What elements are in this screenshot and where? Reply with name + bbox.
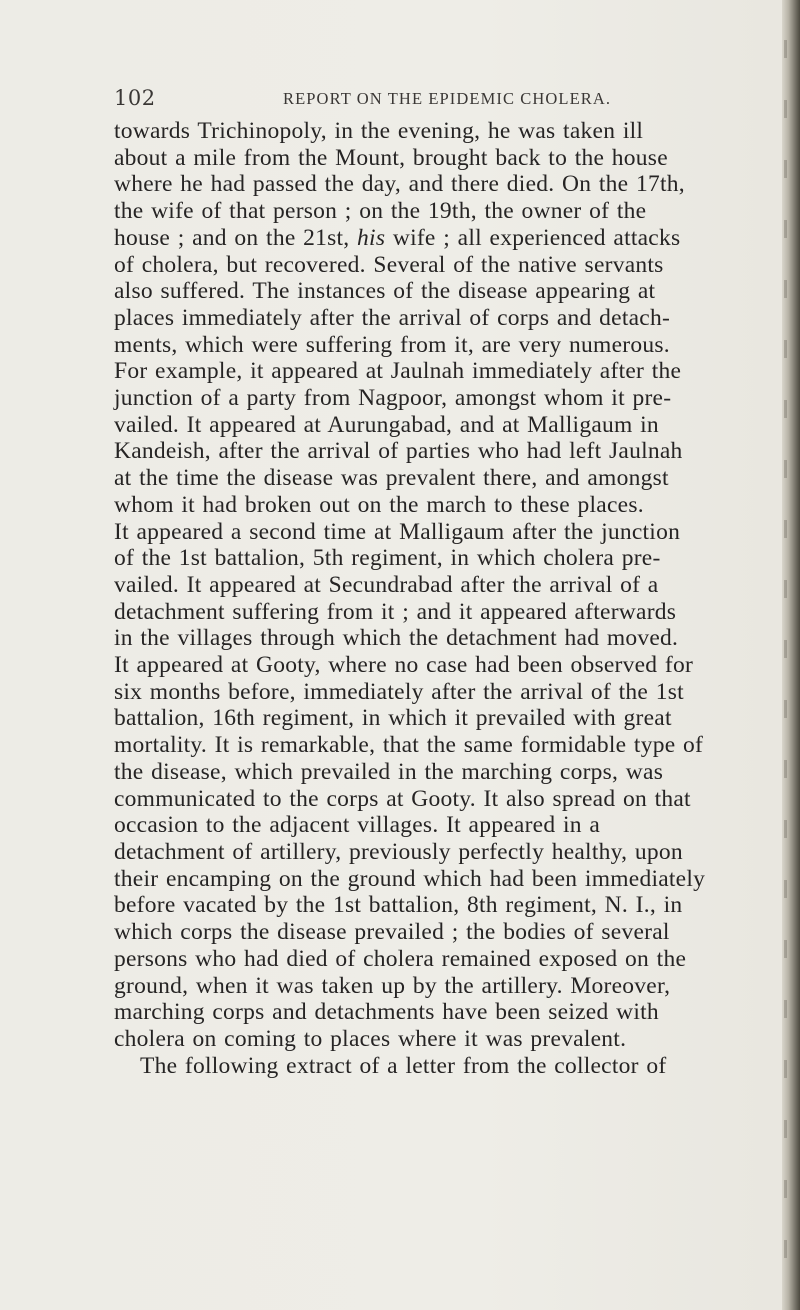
text-line: For example, it appeared at Jaulnah immediately after the [114, 358, 682, 385]
text-line: the wife of that person ; on the 19th, the owner of the [114, 198, 647, 225]
text-segment: wife ; all experienced attacks [385, 224, 681, 251]
text-line: junction of a party from Nagpoor, amongst whom it pre- [114, 385, 672, 412]
text-line: before vacated by the 1st battalion, 8th regiment, N. I., in [114, 892, 683, 919]
text-line: It appeared a second time at Malligaum after the junction [114, 518, 681, 545]
text-line [114, 225, 754, 252]
text-line: battalion, 16th regiment, in which it prevailed with great [114, 705, 672, 732]
text-line: whom it had broken out on the march to these places. [114, 491, 644, 518]
text-line: persons who had died of cholera remained exposed on the [114, 945, 687, 972]
text-line: vailed. It appeared at Secundrabad after the arrival of a [114, 571, 659, 598]
text-line: also suffered. The instances of the disease appearing at [114, 278, 656, 305]
text-line: places immediately after the arrival of corps and detach- [114, 304, 671, 331]
text-line: their encamping on the ground which had been immediately [114, 865, 706, 892]
text-line: ments, which were suffering from it, are very numerous. [114, 331, 670, 358]
text-line: cholera on coming to places where it was prevalent. [114, 1025, 627, 1052]
text-line: vailed. It appeared at Aurungabad, and at Malligaum in [114, 411, 659, 438]
text-line: about a mile from the Mount, brought back to the house [114, 144, 668, 171]
running-title: REPORT ON THE EPIDEMIC CHOLERA. [283, 89, 612, 108]
text-line: Kandeish, after the arrival of parties who had left Jaulnah [114, 438, 683, 465]
text-segment: house ; and on the 21st, [114, 224, 358, 251]
text-line: in the villages through which the detachment had moved. [114, 625, 679, 652]
text-line: mortality. It is remarkable, that the same formidable type of [114, 732, 704, 759]
text-line: which corps the disease prevailed ; the bodies of several [114, 919, 670, 946]
text-line: the disease, which prevailed in the marching corps, was [114, 758, 664, 785]
text-line: detachment suffering from it ; and it appeared afterwards [114, 598, 677, 625]
body-text [114, 118, 754, 1079]
text-line: towards Trichinopoly, in the evening, he was taken ill [114, 118, 644, 144]
text-line-indented: The following extract of a letter from the collector of [140, 1052, 667, 1079]
text-line: at the time the disease was prevalent there, and amongst [114, 465, 669, 492]
page-number: 102 [114, 86, 156, 110]
text-line: where he had passed the day, and there died. On the 17th, [114, 171, 685, 198]
text-line: communicated to the corps at Gooty. It also spread on that [114, 785, 691, 812]
text-line: marching corps and detachments have been seized with [114, 999, 659, 1026]
text-line: It appeared at Gooty, where no case had been observed for [114, 652, 694, 679]
text-line: of the 1st battalion, 5th regiment, in which cholera pre- [114, 545, 661, 572]
page-edge-shadow [782, 0, 800, 1310]
page-header [114, 84, 728, 114]
text-line: ground, when it was taken up by the artillery. Moreover, [114, 972, 671, 999]
italic-word: his [357, 224, 386, 251]
text-line: occasion to the adjacent villages. It appeared in a [114, 812, 601, 839]
text-line: six months before, immediately after the arrival of the 1st [114, 678, 684, 705]
text-line: of cholera, but recovered. Several of the native servants [114, 251, 664, 278]
text-line: detachment of artillery, previously perfectly healthy, upon [114, 838, 683, 865]
